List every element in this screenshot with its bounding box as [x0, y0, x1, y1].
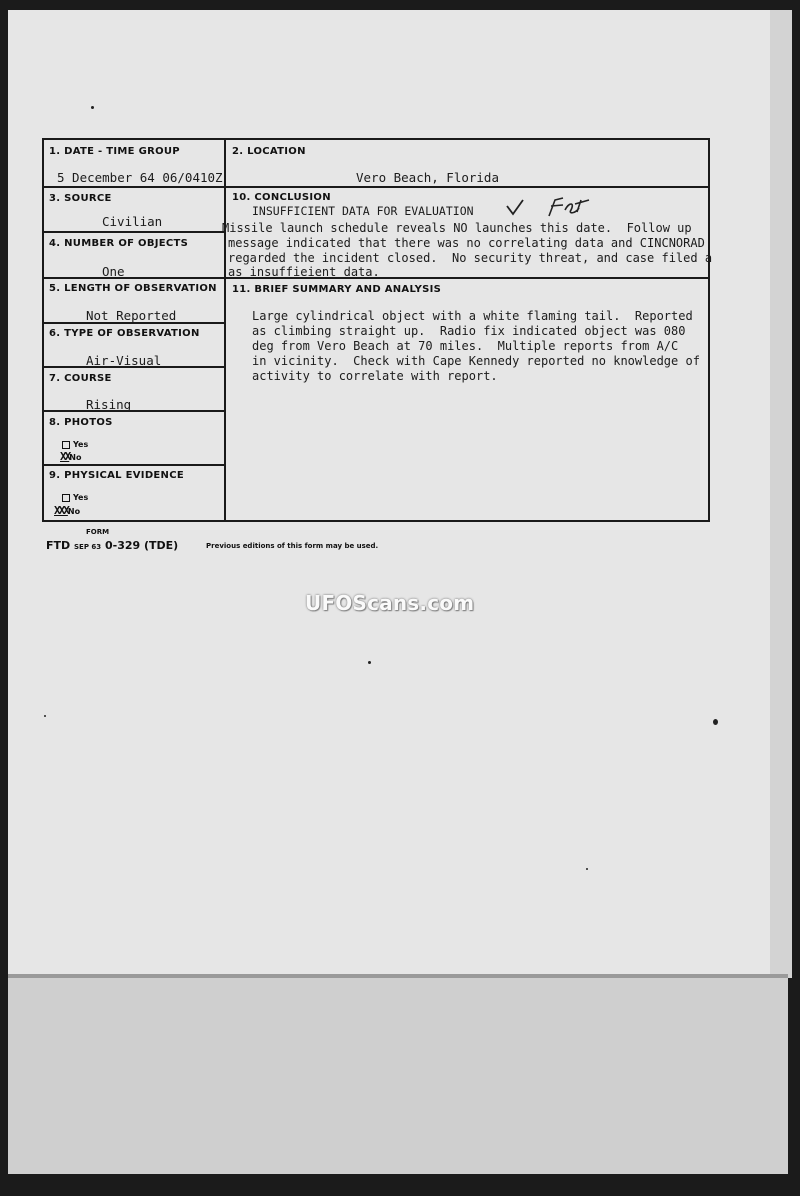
row-divider [44, 410, 225, 412]
type-of-observation-value: Air-Visual [86, 353, 162, 368]
date-time-group-label: 1. DATE - TIME GROUP [49, 146, 180, 157]
underlying-sheet [8, 978, 788, 1174]
speck [368, 661, 371, 664]
location-label: 2. LOCATION [232, 146, 306, 157]
summary-line: in vicinity. Check with Cape Kennedy reported no knowledge of [252, 354, 700, 368]
row-divider [44, 231, 225, 233]
summary-line: Large cylindrical object with a white flaming tail. Reported [252, 309, 693, 323]
physical-evidence-no-label: No [67, 507, 81, 516]
photos-no-mark: XX [60, 450, 70, 463]
ufo-report-form [42, 138, 713, 522]
physical-evidence-no-mark: XXX [54, 504, 68, 517]
number-of-objects-value: One [102, 264, 125, 279]
agency: FTD [46, 539, 71, 552]
source-value: Civilian [102, 214, 163, 229]
course-value: Rising [86, 397, 132, 412]
physical-evidence-no-option [54, 504, 80, 517]
location-value: Vero Beach, Florida [356, 170, 499, 185]
length-of-observation-label: 5. LENGTH OF OBSERVATION [49, 283, 217, 294]
date-time-group-value: 5 December 64 06/0410Z [57, 170, 223, 185]
conclusion-line: as insuffieient data. [228, 265, 380, 279]
physical-evidence-yes-label: Yes [73, 493, 89, 502]
photos-no-label: No [69, 453, 82, 462]
summary-line: as climbing straight up. Radio fix indicated object was 080 [252, 324, 686, 338]
course-label: 7. COURSE [49, 373, 112, 384]
speck [586, 868, 588, 870]
type-of-observation-label: 6. TYPE OF OBSERVATION [49, 328, 200, 339]
date-code: SEP 63 [74, 543, 102, 551]
previous-editions-note: Previous editions of this form may be used. [206, 542, 379, 550]
summary-label: 11. BRIEF SUMMARY AND ANALYSIS [232, 284, 442, 295]
form-number: 0-329 (TDE) [104, 539, 179, 552]
photos-yes-label: Yes [73, 440, 89, 449]
photos-no-option [60, 450, 81, 463]
speck [713, 719, 718, 725]
speck [91, 106, 94, 109]
photos-yes-option [62, 440, 88, 449]
number-of-objects-label: 4. NUMBER OF OBJECTS [49, 238, 189, 249]
row-divider [44, 186, 710, 188]
conclusion-heading: INSUFFICIENT DATA FOR EVALUATION [252, 204, 474, 218]
checkbox-icon [62, 441, 70, 449]
speck [44, 715, 46, 717]
source-label: 3. SOURCE [49, 193, 112, 204]
page-edge [770, 10, 792, 978]
conclusion-line: message indicated that there was no correlating data and CINCNORAD [228, 236, 705, 250]
conclusion-line: regarded the incident closed. No security threat, and case filed a [228, 251, 713, 265]
conclusion-label: 10. CONCLUSION [232, 192, 331, 203]
row-divider [44, 464, 225, 466]
physical-evidence-yes-option [62, 493, 88, 502]
watermark: UFOScans.com [305, 591, 475, 615]
checkbox-icon [62, 494, 70, 502]
photos-label: 8. PHOTOS [49, 417, 113, 428]
form-identifier [46, 539, 178, 552]
handwritten-checkmark-icon [505, 196, 600, 226]
physical-evidence-label: 9. PHYSICAL EVIDENCE [49, 470, 184, 481]
summary-line: activity to correlate with report. [252, 369, 498, 383]
summary-line: deg from Vero Beach at 70 miles. Multiple reports from A/C [252, 339, 679, 353]
length-of-observation-value: Not Reported [86, 308, 177, 323]
conclusion-line: Missile launch schedule reveals NO launches this date. Follow up [222, 221, 692, 235]
form-word: FORM [86, 528, 110, 536]
